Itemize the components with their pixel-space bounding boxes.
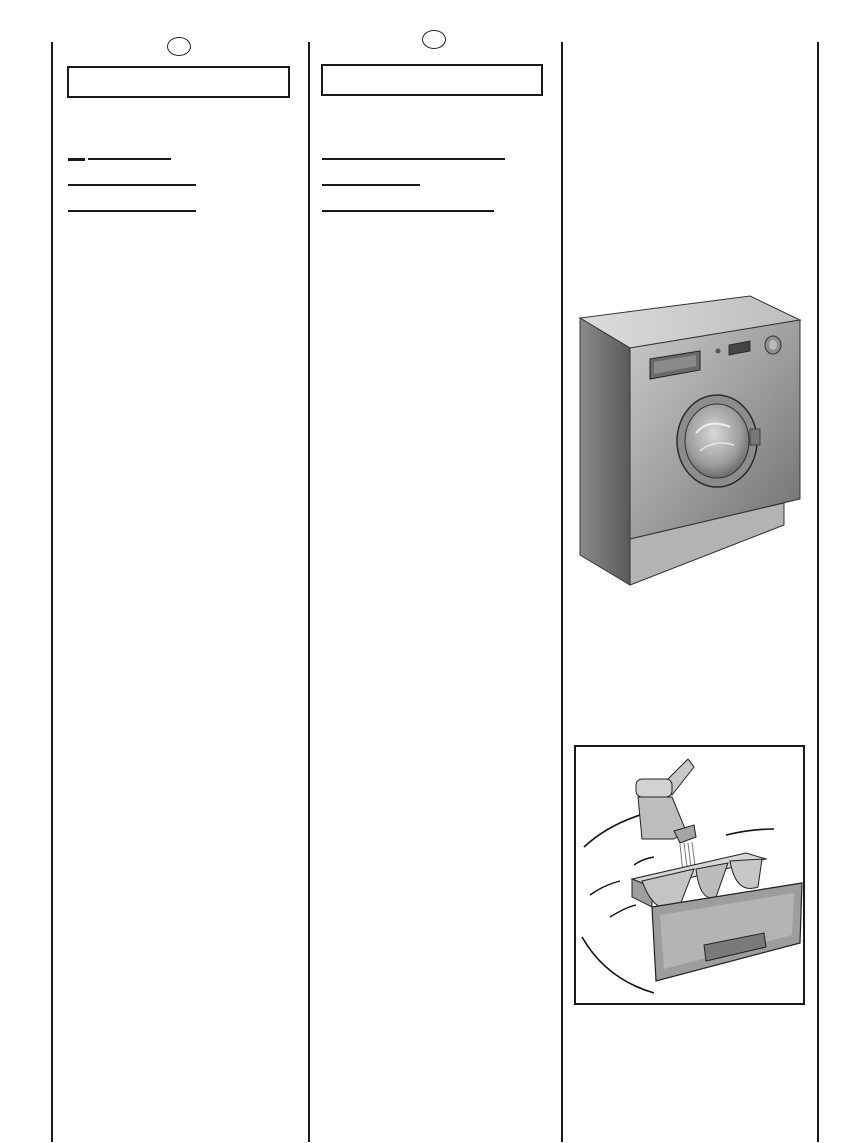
underline-item-col1-d (68, 210, 196, 212)
language-badge-col2 (422, 30, 446, 49)
underline-item-col2-c (322, 210, 494, 212)
column-rule-middle-right (561, 42, 563, 1142)
underline-item-col2-b (322, 184, 420, 186)
section-title-col1 (67, 66, 290, 98)
column-rule-middle-left (308, 42, 310, 1142)
detergent-drawer-illustration (576, 747, 803, 1003)
language-badge-col1 (167, 37, 191, 56)
washing-machine-illustration (574, 293, 806, 589)
column-rule-right (817, 42, 819, 1142)
section-title-col2 (321, 64, 543, 96)
underline-item-col1-c (68, 184, 196, 186)
underline-item-col1-a (68, 158, 85, 161)
underline-item-col1-b (88, 158, 171, 160)
column-rule-left (51, 42, 53, 1142)
underline-item-col2-a (322, 158, 505, 160)
